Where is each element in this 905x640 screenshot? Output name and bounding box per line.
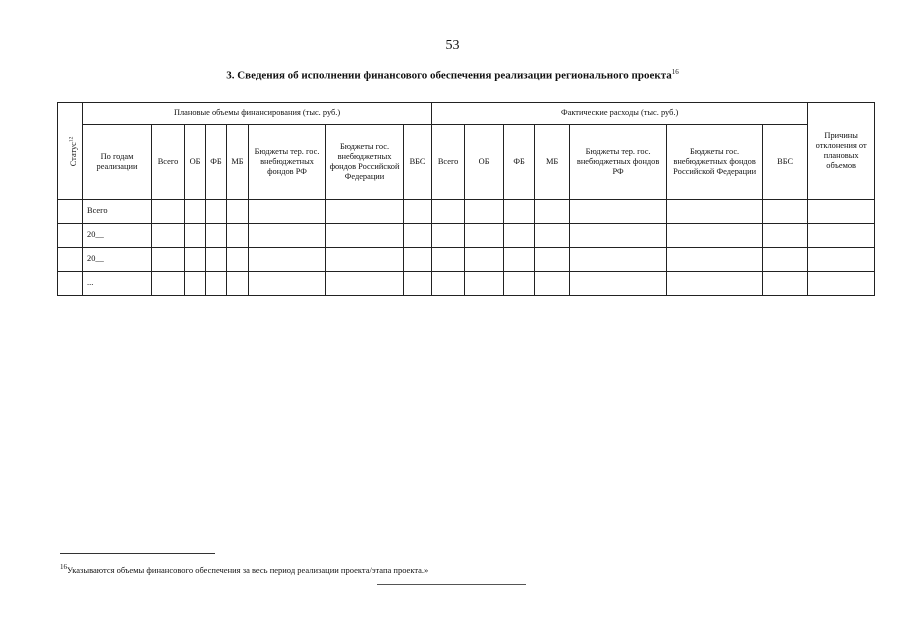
status-header-text: Статус xyxy=(69,141,79,166)
table-cell xyxy=(808,224,875,248)
table-cell xyxy=(249,200,326,224)
table-cell xyxy=(432,248,465,272)
table-cell xyxy=(808,248,875,272)
table-cell xyxy=(152,224,185,248)
table-cell xyxy=(504,272,535,296)
financial-table xyxy=(57,102,875,296)
table-cell xyxy=(667,224,763,248)
table-row xyxy=(58,224,875,248)
planned-col-ob: ОБ xyxy=(185,125,206,200)
actual-col-mb: МБ xyxy=(535,125,570,200)
table-cell xyxy=(404,248,432,272)
table-cell xyxy=(58,224,83,248)
actual-col-fb: ФБ xyxy=(504,125,535,200)
table-cell xyxy=(763,272,808,296)
table-cell xyxy=(432,200,465,224)
table-cell xyxy=(152,248,185,272)
table-cell xyxy=(185,224,206,248)
actual-col-vbs: ВБС xyxy=(763,125,808,200)
table-cell xyxy=(152,272,185,296)
title-footnote-ref: 16 xyxy=(671,68,679,76)
actual-col-terr-funds: Бюджеты тер. гос. внебюджетных фондов РФ xyxy=(570,125,667,200)
table-cell xyxy=(58,272,83,296)
year-header: По годам реализации xyxy=(83,125,152,200)
table-cell xyxy=(227,224,249,248)
table-cell xyxy=(535,248,570,272)
actual-col-total: Всего xyxy=(432,125,465,200)
status-footnote-ref: 12 xyxy=(68,136,75,142)
actual-col-ob: ОБ xyxy=(465,125,504,200)
footnote xyxy=(60,563,428,575)
table-cell xyxy=(185,248,206,272)
table-cell xyxy=(185,272,206,296)
table-cell xyxy=(465,224,504,248)
table-cell xyxy=(535,224,570,248)
footnote-separator xyxy=(60,553,215,554)
table-cell xyxy=(763,200,808,224)
table-cell xyxy=(465,200,504,224)
table-cell xyxy=(404,200,432,224)
table-cell xyxy=(535,200,570,224)
row-label: 20__ xyxy=(83,248,152,272)
table-cell xyxy=(326,248,404,272)
table-cell xyxy=(667,248,763,272)
planned-col-mb: МБ xyxy=(227,125,249,200)
row-label: Всего xyxy=(83,200,152,224)
table-cell xyxy=(326,200,404,224)
table-cell xyxy=(206,224,227,248)
table-cell xyxy=(326,224,404,248)
table-cell xyxy=(504,248,535,272)
planned-col-total: Всего xyxy=(152,125,185,200)
footnote-text: Указываются объемы финансового обеспечения за весь период реализации проекта/этапа проекта.» xyxy=(67,564,429,575)
actual-group-header: Фактические расходы (тыс. руб.) xyxy=(432,103,808,125)
table-cell xyxy=(58,200,83,224)
table-cell xyxy=(465,272,504,296)
table-cell xyxy=(206,272,227,296)
reasons-header: Причины отклонения от плановых объемов xyxy=(808,103,875,200)
status-header xyxy=(58,103,83,200)
table-cell xyxy=(667,272,763,296)
table-cell xyxy=(58,248,83,272)
end-rule xyxy=(377,584,526,585)
actual-col-state-funds: Бюджеты гос. внебюджетных фондов Российской Федерации xyxy=(667,125,763,200)
table-cell xyxy=(404,272,432,296)
planned-col-fb: ФБ xyxy=(206,125,227,200)
table-cell xyxy=(763,224,808,248)
table-row xyxy=(58,248,875,272)
table-cell xyxy=(667,200,763,224)
table-cell xyxy=(570,272,667,296)
table-cell xyxy=(249,248,326,272)
table-cell xyxy=(763,248,808,272)
table-cell xyxy=(227,200,249,224)
table-cell xyxy=(206,200,227,224)
table-row xyxy=(58,272,875,296)
table-cell xyxy=(185,200,206,224)
table-cell xyxy=(227,248,249,272)
table-cell xyxy=(249,272,326,296)
section-title xyxy=(0,68,905,82)
table-cell xyxy=(465,248,504,272)
table-cell xyxy=(504,200,535,224)
planned-group-header: Плановые объемы финансирования (тыс. руб.) xyxy=(83,103,432,125)
table-cell xyxy=(249,224,326,248)
table-cell xyxy=(808,272,875,296)
table-cell xyxy=(152,200,185,224)
table-cell xyxy=(504,224,535,248)
table-cell xyxy=(535,272,570,296)
planned-col-terr-funds: Бюджеты тер. гос. внебюджетных фондов РФ xyxy=(249,125,326,200)
table-cell xyxy=(206,248,227,272)
table-cell xyxy=(432,272,465,296)
table-cell xyxy=(432,224,465,248)
table-cell xyxy=(570,248,667,272)
table-cell xyxy=(326,272,404,296)
planned-col-vbs: ВБС xyxy=(404,125,432,200)
footnote-marker: 16 xyxy=(60,563,67,571)
table-cell xyxy=(404,224,432,248)
section-title-text: 3. Сведения об исполнении финансового обеспечения реализации регионального проекта xyxy=(226,69,672,82)
table-cell xyxy=(227,272,249,296)
row-label: ... xyxy=(83,272,152,296)
table-row xyxy=(58,200,875,224)
table-cell xyxy=(570,200,667,224)
planned-col-state-funds: Бюджеты гос. внебюджетных фондов Российской Федерации xyxy=(326,125,404,200)
table-cell xyxy=(808,200,875,224)
page-number: 53 xyxy=(445,38,460,53)
row-label: 20__ xyxy=(83,224,152,248)
table-cell xyxy=(570,224,667,248)
